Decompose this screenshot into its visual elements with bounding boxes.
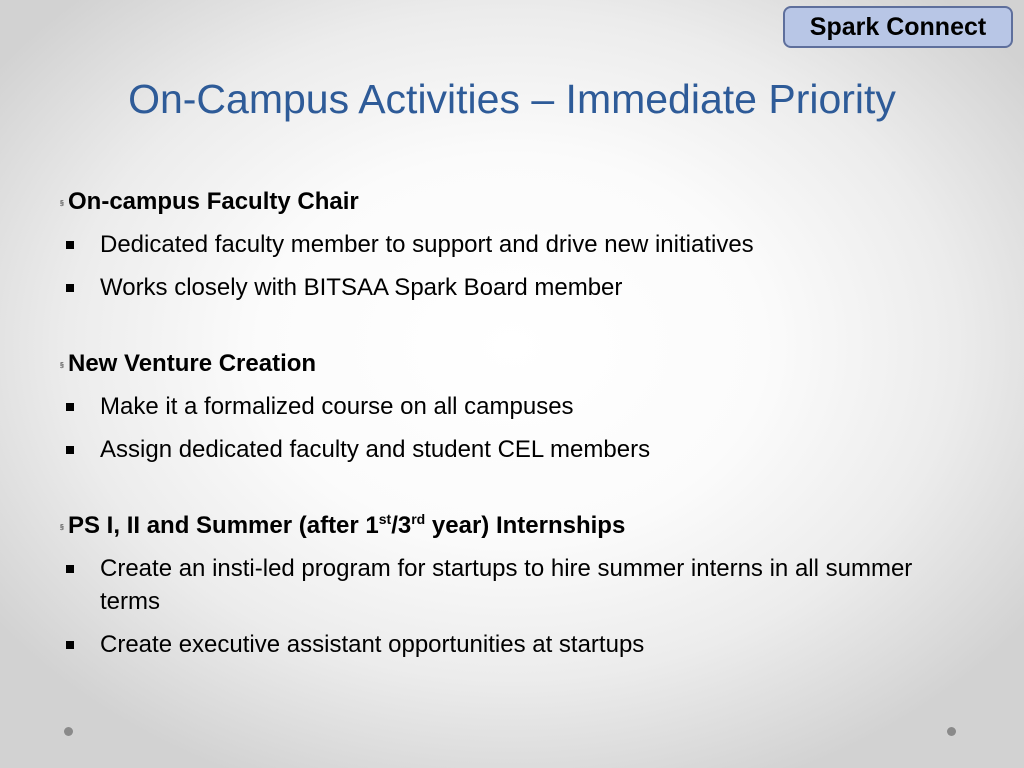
heading-superscript: st (378, 511, 392, 527)
list-item (62, 228, 962, 261)
bullet-square-icon (66, 403, 74, 411)
section-heading (62, 348, 962, 380)
heading-superscript: rd (411, 511, 426, 527)
list-item (62, 628, 962, 661)
bullet-text: Create executive assistant opportunities at startups (100, 631, 645, 658)
heading-marker-icon: § (60, 362, 64, 369)
list-item (62, 271, 962, 304)
section-internships (62, 510, 962, 661)
section-new-venture-creation (62, 348, 962, 466)
bullet-text: Make it a formalized course on all campuses (100, 393, 574, 420)
list-item (62, 552, 962, 618)
section-heading (62, 510, 962, 542)
bullet-text: Works closely with BITSAA Spark Board member (100, 274, 623, 301)
bullet-square-icon (66, 241, 74, 249)
slide-title: On-Campus Activities – Immediate Priority (128, 76, 896, 122)
spark-connect-badge: Spark Connect (783, 6, 1013, 48)
list-item (62, 433, 962, 466)
heading-marker-icon: § (60, 524, 64, 531)
section-faculty-chair (62, 186, 962, 304)
bullet-text: Dedicated faculty member to support and drive new initiatives (100, 231, 754, 258)
bullet-text: Assign dedicated faculty and student CEL members (100, 436, 651, 463)
list-item (62, 390, 962, 423)
bullet-square-icon (66, 284, 74, 292)
heading-text: On-campus Faculty Chair (68, 188, 359, 215)
section-heading (62, 186, 962, 218)
heading-marker-icon: § (60, 200, 64, 207)
heading-text-part: year) Internships (425, 512, 626, 539)
corner-dot-left-icon (64, 727, 73, 736)
bullet-square-icon (66, 641, 74, 649)
heading-text-part: PS I, II and Summer (after 1 (68, 512, 379, 539)
slide-content (62, 186, 962, 661)
bullet-square-icon (66, 565, 74, 573)
bullet-text: Create an insti-led program for startups to hire summer interns in all summer terms (100, 555, 913, 615)
heading-text (68, 512, 625, 539)
bullet-square-icon (66, 446, 74, 454)
corner-dot-right-icon (947, 727, 956, 736)
heading-text: New Venture Creation (68, 350, 317, 377)
heading-text-part: /3 (391, 512, 412, 539)
